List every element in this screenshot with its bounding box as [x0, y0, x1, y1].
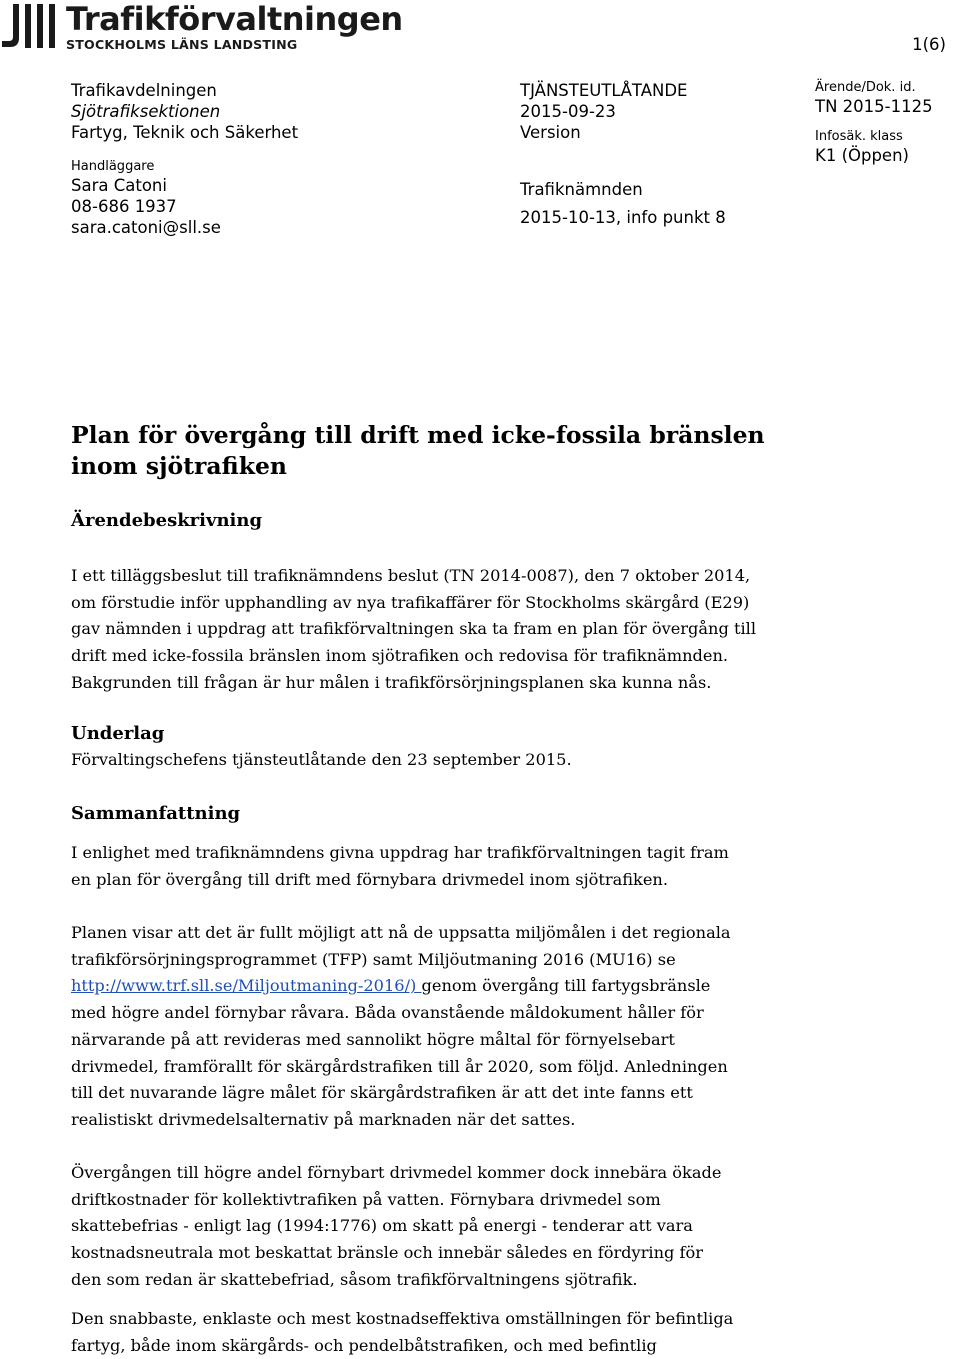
text-line: realistiskt drivmedelsalternativ på marknaden när det sattes.	[71, 1109, 576, 1129]
text-line: drivmedel, framförallt för skärgårdstrafiken till år 2020, som följd. Anledningen	[71, 1056, 728, 1076]
heading-summary: Sammanfattning	[71, 803, 241, 824]
text-line: drift med icke-fossila bränslen inom sjötrafiken och redovisa för trafiknämnden.	[71, 646, 729, 666]
meeting-info: 2015-10-13, info punkt 8	[520, 208, 726, 227]
text-line: närvarande på att revideras med sannolikt högre måltal för förnyelsebart	[71, 1029, 675, 1049]
text-line: trafikförsörjningsprogrammet (TFP) samt Miljöutmaning 2016 (MU16) se	[71, 949, 676, 969]
header-left-column	[71, 80, 298, 238]
page-number: 1(6)	[912, 35, 946, 54]
description-paragraph	[71, 563, 891, 697]
text-line: till det nuvarande lägre målet för skärgårdstrafiken är att det inte fanns ett	[71, 1083, 693, 1103]
text-line: den som redan är skattebefriad, såsom trafikförvaltningens sjötrafik.	[71, 1269, 638, 1289]
classification-label: Infosäk. klass	[815, 129, 903, 144]
summary-paragraph-2	[71, 920, 891, 1134]
summary-paragraph-1	[71, 840, 891, 893]
miljoutmaning-link[interactable]: http://www.trf.sll.se/Miljoutmaning-2016/)	[71, 976, 422, 996]
text-line: Den snabbaste, enklaste och mest kostnadseffektiva omställningen för befintliga	[71, 1309, 734, 1328]
document-date: 2015-09-23	[520, 102, 616, 121]
text-line: kostnadsneutrala mot beskattat bränsle och innebär således en fördyring för	[71, 1243, 704, 1263]
logo-subtitle: STOCKHOLMS LÄNS LANDSTING	[66, 37, 298, 52]
board-name: Trafiknämnden	[520, 180, 643, 199]
heading-description: Ärendebeskrivning	[71, 510, 263, 531]
summary-paragraph-3	[71, 1160, 891, 1294]
section: Sjötrafiksektionen	[71, 102, 221, 121]
text-line: om förstudie inför upphandling av nya trafikaffärer för Stockholms skärgård (E29)	[71, 592, 750, 612]
sll-logo-icon	[0, 2, 60, 50]
heading-basis: Underlag	[71, 723, 165, 744]
text-line: Övergången till högre andel förnybart drivmedel kommer dock innebära ökade	[71, 1163, 722, 1182]
document-type: TJÄNSTEUTLÅTANDE	[520, 81, 688, 100]
text-line: driftkostnader för kollektivtrafiken på vatten. Förnybara drivmedel som	[71, 1189, 661, 1209]
case-id: TN 2015-1125	[815, 97, 933, 116]
title-line: inom sjötrafiken	[71, 452, 288, 480]
case-id-label: Ärende/Dok. id.	[815, 80, 916, 95]
handler-label: Handläggare	[71, 159, 155, 174]
document-title	[71, 420, 901, 482]
text-line: I ett tilläggsbeslut till trafiknämndens beslut (TN 2014-0087), den 7 oktober 2014,	[71, 566, 751, 585]
text-line: gav nämnden i uppdrag att trafikförvaltningen ska ta fram en plan för övergång till	[71, 619, 757, 639]
trafikforvaltningen-logo	[0, 0, 403, 56]
text-line: skattebefrias - enligt lag (1994:1776) om skatt på energi - tenderar att vara	[71, 1216, 693, 1236]
unit: Fartyg, Teknik och Säkerhet	[71, 123, 299, 142]
text-line: Bakgrunden till frågan är hur målen i trafikförsörjningsplanen ska kunna nås.	[71, 672, 712, 692]
text-line: I enlighet med trafiknämndens givna uppdrag har trafikförvaltningen tagit fram	[71, 843, 729, 862]
handler-phone: 08-686 1937	[71, 197, 177, 216]
text-line: Planen visar att det är fullt möjligt att nå de uppsatta miljömålen i det regionala	[71, 923, 731, 942]
classification-value: K1 (Öppen)	[815, 146, 909, 165]
text-line-with-link	[71, 973, 891, 1000]
version-label: Version	[520, 123, 581, 142]
text-line: med högre andel förnybar råvara. Båda ovanstående måldokument håller för	[71, 1003, 704, 1023]
header-middle-column	[520, 80, 726, 228]
link-trailing-text: genom övergång till fartygsbränsle	[421, 976, 711, 996]
text-line: Förvaltingschefens tjänsteutlåtande den 23 september 2015.	[71, 750, 572, 769]
basis-paragraph	[71, 747, 891, 774]
text-line: en plan för övergång till drift med förnybara drivmedel inom sjötrafiken.	[71, 869, 669, 889]
department: Trafikavdelningen	[71, 81, 217, 100]
title-line: Plan för övergång till drift med icke-fossila bränslen	[71, 421, 765, 449]
header-right-column	[815, 80, 933, 166]
text-line: fartyg, både inom skärgårds- och pendelbåtstrafiken, och med befintlig	[71, 1335, 657, 1355]
summary-paragraph-4	[71, 1306, 891, 1359]
handler-email[interactable]: sara.catoni@sll.se	[71, 218, 221, 237]
logo-wordmark: Trafikförvaltningen	[66, 0, 403, 38]
handler-name: Sara Catoni	[71, 176, 167, 195]
